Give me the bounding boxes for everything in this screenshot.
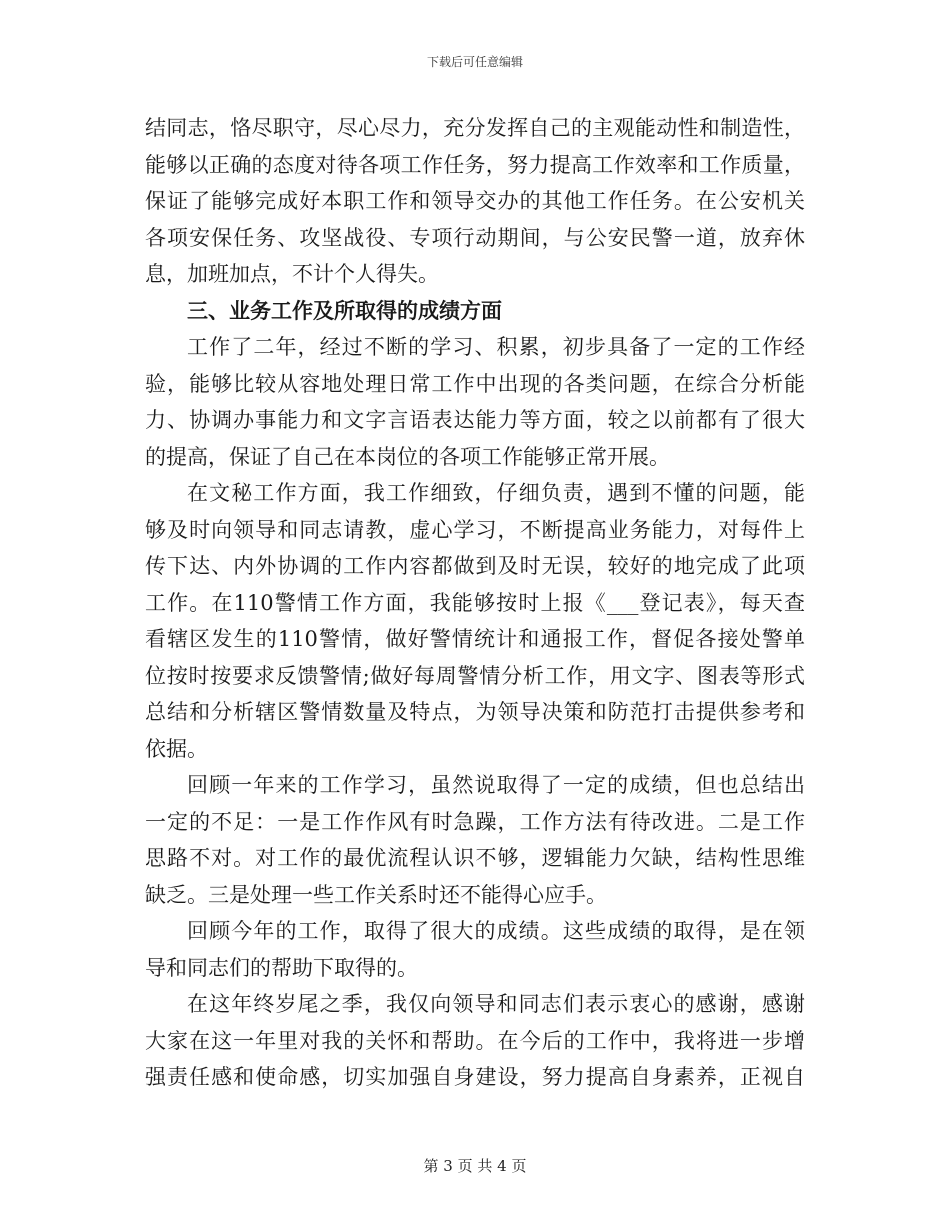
text-line: 强责任感和使命感，切实加强自身建设，努力提高自身素养，正视自 [145,1065,805,1089]
text-line: 能够以正确的态度对待各项工作任务，努力提高工作效率和工作质量， [145,152,805,177]
text-line: 传下达、内外协调的工作内容都做到及时无误，较好的地完成了此项 [145,554,805,578]
text-line: 保证了能够完成好本职工作和领导交办的其他工作任务。在公安机关 [145,189,805,213]
text-line: 力、协调办事能力和文字言语表达能力等方面，较之以前都有了很大 [145,408,805,432]
page-number-footer: 第 3 页 共 4 页 [423,1157,527,1175]
text-line: 大家在这一年里对我的关怀和帮助。在今后的工作中，我将进一步增 [145,1028,805,1053]
text-line: 一定的不足：一是工作作风有时急躁，工作方法有待改进。二是工作 [145,809,805,834]
text-line: 依据。 [145,736,208,761]
page-header: 下载后可任意编辑 [426,55,523,69]
text-line: 结同志，恪尽职守，尽心尽力，充分发挥自己的主观能动性和制造性， [145,116,805,140]
text-line: 的提高，保证了自己在本岗位的各项工作能够正常开展。 [145,444,670,469]
text-line: 在这年终岁尾之季，我仅向领导和同志们表示衷心的感谢，感谢 [187,992,805,1016]
text-line: 缺乏。三是处理一些工作关系时还不能得心应手。 [145,882,607,907]
section-heading: 三、业务工作及所取得的成绩方面 [187,297,502,323]
text-line: 在文秘工作方面，我工作细致，仔细负责，遇到不懂的问题，能 [187,481,805,505]
text-line: 够及时向领导和同志请教，虚心学习，不断提高业务能力，对每件上 [145,517,805,542]
text-line: 位按时按要求反馈警情;做好每周警情分析工作，用文字、图表等形式 [145,663,805,688]
text-line: 工作了二年，经过不断的学习、积累，初步具备了一定的工作经 [187,335,805,359]
text-line: 导和同志们的帮助下取得的。 [145,955,418,980]
text-line: 回顾今年的工作，取得了很大的成绩。这些成绩的取得，是在领 [187,919,805,943]
text-line: 验，能够比较从容地处理日常工作中出现的各类问题，在综合分析能 [145,371,805,396]
document-body [145,110,805,1096]
text-line: 工作。在110警情工作方面，我能够按时上报《___登记表》，每天查 [145,590,805,615]
text-line: 息，加班加点，不计个人得失。 [145,262,439,286]
text-line: 回顾一年来的工作学习，虽然说取得了一定的成绩，但也总结出 [187,773,805,797]
text-line: 思路不对。对工作的最优流程认识不够，逻辑能力欠缺，结构性思维 [145,846,805,870]
text-line: 总结和分析辖区警情数量及特点，为领导决策和防范打击提供参考和 [145,700,805,724]
text-line: 各项安保任务、攻坚战役、专项行动期间，与公安民警一道，放弃休 [145,225,805,250]
text-line: 看辖区发生的110警情，做好警情统计和通报工作，督促各接处警单 [145,627,805,651]
